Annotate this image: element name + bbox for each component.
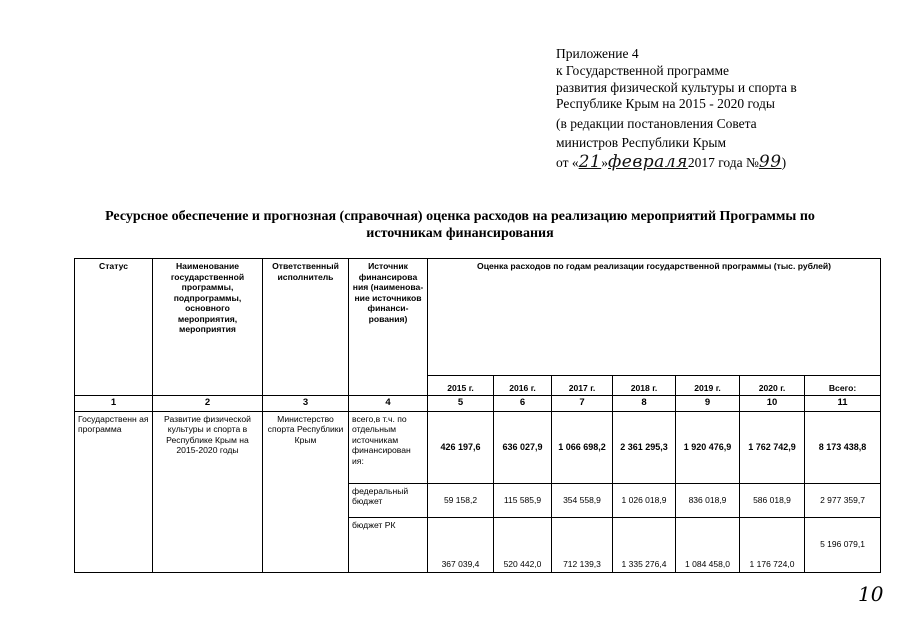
title-line-2: источникам финансирования	[366, 226, 554, 241]
resource-table	[74, 258, 881, 573]
header-row	[75, 259, 881, 376]
value-cell: 367 039,4	[428, 517, 494, 572]
year-total: Всего:	[805, 376, 881, 396]
header-status: Статус	[75, 259, 153, 396]
value-cell: 2 361 295,3	[613, 411, 676, 483]
handwritten-number: 99	[758, 151, 782, 172]
value-cell: 5 196 079,1	[805, 517, 881, 572]
date-year: 2017 года №	[687, 154, 759, 170]
value-cell: 1 066 698,2	[552, 411, 613, 483]
value-cell: 712 139,3	[552, 517, 613, 572]
value-cell: 354 558,9	[552, 483, 613, 517]
appendix-date-line	[556, 151, 876, 172]
header-name: Наименование государственной программы, подпрограммы, основного мероприятия, мероприятия	[153, 259, 263, 396]
row-program-name: Развитие физической культуры и спорта в Республике Крым на 2015-2020 годы	[153, 411, 263, 572]
title-line-1: Ресурсное обеспечение и прогнозная (справочная) оценка расходов на реализацию мероприятий Программы по	[105, 209, 815, 224]
year-2015: 2015 г.	[428, 376, 494, 396]
appendix-line-3: развития физической культуры и спорта в	[556, 79, 797, 95]
col-number: 5	[428, 396, 494, 412]
header-executor: Ответственный исполнитель	[263, 259, 349, 396]
value-cell: 1 084 458,0	[676, 517, 740, 572]
value-cell: 586 018,9	[740, 483, 805, 517]
source-label-total: всего,в т.ч. по отдельным источникам финансирован ия:	[349, 411, 428, 483]
value-cell: 1 026 018,9	[613, 483, 676, 517]
col-number: 4	[349, 396, 428, 412]
value-cell: 1 920 476,9	[676, 411, 740, 483]
appendix-line-5: (в редакции постановления Совета	[556, 116, 757, 132]
col-number: 8	[613, 396, 676, 412]
year-2016: 2016 г.	[494, 376, 552, 396]
value-cell: 1 176 724,0	[740, 517, 805, 572]
handwritten-month: февраля	[608, 151, 688, 172]
year-2019: 2019 г.	[676, 376, 740, 396]
value-cell: 520 442,0	[494, 517, 552, 572]
page-number: 10	[858, 582, 884, 606]
source-label-federal: федеральный бюджет	[349, 483, 428, 517]
date-prefix: от «	[556, 154, 579, 170]
appendix-line-6: министров Республики Крым	[556, 134, 726, 150]
value-cell: 115 585,9	[494, 483, 552, 517]
document-title	[60, 208, 860, 242]
col-number: 1	[75, 396, 153, 412]
value-cell: 59 158,2	[428, 483, 494, 517]
header-estimate: Оценка расходов по годам реализации государственной программы (тыс. рублей)	[428, 259, 881, 376]
year-2020: 2020 г.	[740, 376, 805, 396]
source-label-regional: бюджет РК	[349, 517, 428, 572]
value-cell: 836 018,9	[676, 483, 740, 517]
col-number: 6	[494, 396, 552, 412]
header-source: Источник финансирова ния (наименова- ние источников финанси- рования)	[349, 259, 428, 396]
column-numbers-row	[75, 396, 881, 412]
row-executor: Министерство спорта Республики Крым	[263, 411, 349, 572]
col-number: 9	[676, 396, 740, 412]
value-cell: 1 335 276,4	[613, 517, 676, 572]
table-row-total	[75, 411, 881, 483]
date-mid: »	[601, 154, 608, 170]
appendix-line-2: к Государственной программе	[556, 62, 730, 78]
appendix-line-1: Приложение 4	[556, 46, 639, 61]
year-2018: 2018 г.	[613, 376, 676, 396]
col-number: 11	[805, 396, 881, 412]
value-cell: 8 173 438,8	[805, 411, 881, 483]
appendix-block	[556, 46, 876, 172]
value-cell: 426 197,6	[428, 411, 494, 483]
year-2017: 2017 г.	[552, 376, 613, 396]
col-number: 10	[740, 396, 805, 412]
date-close: )	[781, 154, 787, 170]
appendix-line-4: Республике Крым на 2015 - 2020 годы	[556, 96, 775, 112]
handwritten-day: 21	[578, 151, 602, 172]
value-cell: 1 762 742,9	[740, 411, 805, 483]
row-status: Государственн ая программа	[75, 411, 153, 572]
col-number: 7	[552, 396, 613, 412]
value-cell: 2 977 359,7	[805, 483, 881, 517]
col-number: 3	[263, 396, 349, 412]
value-cell: 636 027,9	[494, 411, 552, 483]
col-number: 2	[153, 396, 263, 412]
